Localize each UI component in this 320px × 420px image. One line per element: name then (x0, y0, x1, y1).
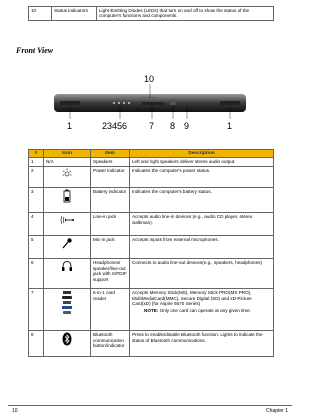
row-number: 7 (29, 289, 44, 331)
status-indicators-table (28, 6, 274, 21)
header-number: # (29, 150, 44, 158)
page-number: 10 (12, 408, 18, 414)
callout-9: 9 (184, 121, 190, 131)
line-in-icon (59, 214, 75, 226)
table-row (29, 289, 274, 331)
callout-2-6: 23456 (102, 121, 128, 131)
row-number: 5 (29, 236, 44, 259)
callout-7: 7 (149, 121, 155, 131)
card-reader-icons (60, 290, 74, 316)
note-label: NOTE: (144, 307, 159, 313)
note-text: Only one card can operate at any given time. (159, 307, 251, 313)
table-row (29, 213, 274, 236)
row-number: 3 (29, 188, 44, 213)
row-description: Indicates the computer's power status. (130, 167, 274, 188)
header-icon: Icon (44, 150, 91, 158)
row-item: Speakers (91, 158, 130, 167)
row-description: Accepts Memory Stick(MS), Memory Stick PRO(MS PRO), MultiMediaCard(MMC), Secure Digital (SD) and xD-Picture Card(xD) (for Aspire 5670 Series) (132, 290, 252, 307)
row-item: 5-in-1 card reader (91, 289, 130, 331)
row-description: Left and right speakers deliver stereo audio output. (130, 158, 274, 167)
footer-divider (8, 405, 292, 406)
row-number: 10 (29, 7, 52, 21)
table-header-row (29, 150, 274, 158)
table-row (29, 259, 274, 289)
bluetooth-icon (62, 332, 72, 346)
row-description: Connects to audio line-out devices(e.g., speakers, headphones) (130, 259, 274, 289)
callout-1-left: 1 (67, 121, 73, 131)
row-number: 8 (29, 331, 44, 357)
row-item: Headphones/ speaker/line-out jack with S/PDIF support (91, 259, 130, 289)
row-icon-text: N/A (44, 158, 91, 167)
table-row (29, 167, 274, 188)
row-item: Power indicator (91, 167, 130, 188)
row-item: Bluetooth communication button/indicator (91, 331, 130, 357)
front-view-table (28, 149, 274, 357)
row-number: 4 (29, 213, 44, 236)
row-description: Press to enable/disable Bluetooth function. Lights to indicate the status of Bluetooth communications. (130, 331, 274, 357)
row-item: Status indicators (52, 7, 97, 21)
header-description: Description (130, 150, 274, 158)
battery-icon (63, 189, 71, 203)
row-number: 1 (29, 158, 44, 167)
row-item: Line-in jack (91, 213, 130, 236)
callout-1-right: 1 (227, 121, 233, 131)
callout-8: 8 (170, 121, 176, 131)
table-row (29, 331, 274, 357)
table-row (29, 236, 274, 259)
microphone-icon (62, 237, 72, 249)
table-row (29, 188, 274, 213)
row-number: 6 (29, 259, 44, 289)
row-item: Battery indicator (91, 188, 130, 213)
table-row (29, 7, 274, 21)
row-description: Accepts audio line-in devices (e.g., audio CD player, stereo walkman). (130, 213, 274, 236)
header-item: Item (91, 150, 130, 158)
headphones-icon (61, 260, 73, 272)
row-description: Light-Emitting Diodes (LEDs) that turn on and off to show the status of the computer's functions and components. (97, 7, 274, 21)
row-description: Accepts inputs from external microphones. (130, 236, 274, 259)
front-view-diagram (30, 72, 270, 134)
row-description: Indicates the computer's battery status. (130, 188, 274, 213)
row-number: 2 (29, 167, 44, 188)
table-row (29, 158, 274, 167)
power-indicator-icon (62, 168, 72, 178)
section-title: Front View (16, 46, 54, 55)
callout-10: 10 (144, 74, 155, 84)
row-item: Mic-in jack (91, 236, 130, 259)
chapter-label: Chapter 1 (266, 408, 288, 414)
